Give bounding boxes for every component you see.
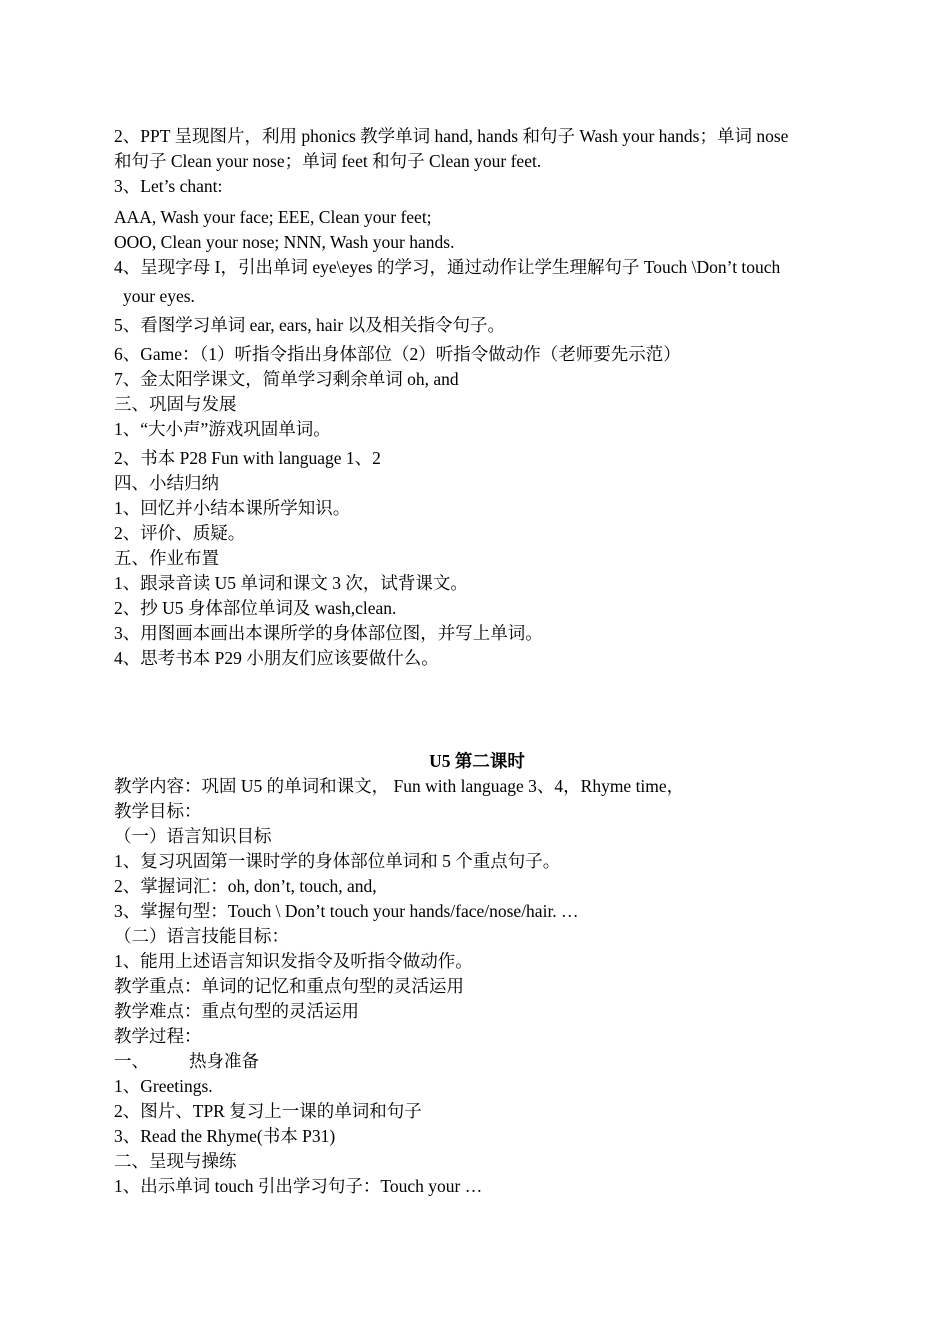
text-line: 3、掌握句型：Touch \ Don’t touch your hands/face/nose/hair. … [114,901,579,921]
text-line: 2、掌握词汇：oh, don’t, touch, and, [114,876,377,896]
text-line: （一）语言知识目标 [114,826,272,846]
text-line: 6、Game：（1）听指令指出身体部位（2）听指令做动作（老师要先示范） [114,344,681,364]
text-line: 2、评价、质疑。 [114,523,246,543]
text-line: 教学重点：单词的记忆和重点句型的灵活运用 [114,976,464,996]
text-line: 5、看图学习单词 ear, ears, hair 以及相关指令句子。 [114,315,506,335]
text-line: 1、Greetings. [114,1076,213,1096]
text-line: 2、PPT 呈现图片，利用 phonics 教学单词 hand, hands 和句子 Wash your hands；单词 nose [114,126,789,146]
chant-line: OOO, Clean your nose; NNN, Wash your hands. [114,232,455,252]
document-body [114,124,840,1199]
text-line: 3、Read the Rhyme(书本 P31) [114,1126,336,1146]
text-line: 7、金太阳学课文，简单学习剩余单词 oh, and [114,369,459,389]
heading-text: 热身准备 [189,1051,259,1071]
section-heading: 二、呈现与操练 [114,1151,237,1171]
text-line: 1、“大小声”游戏巩固单词。 [114,419,331,439]
text-line: 1、能用上述语言知识发指令及听指令做动作。 [114,951,473,971]
text-line: 教学内容：巩固 U5 的单词和课文， Fun with language 3、4，Rhyme time， [114,776,685,796]
text-line: 1、复习巩固第一课时学的身体部位单词和 5 个重点句子。 [114,851,561,871]
text-line: 1、跟录音读 U5 单词和课文 3 次，试背课文。 [114,573,468,593]
chant-line: AAA, Wash your face; EEE, Clean your feet; [114,207,432,227]
section-heading: 五、作业布置 [114,548,219,568]
text-line: 教学难点：重点句型的灵活运用 [114,1001,359,1021]
text-line: （二）语言技能目标： [114,926,289,946]
text-line: your eyes. [123,286,195,306]
section-heading: 四、小结归纳 [114,473,219,493]
text-line: 2、图片、TPR 复习上一课的单词和句子 [114,1101,422,1121]
text-line: 和句子 Clean your nose；单词 feet 和句子 Clean your feet. [114,151,542,171]
text-line: 4、思考书本 P29 小朋友们应该要做什么。 [114,648,439,668]
section-heading [114,1049,840,1074]
section-heading: 三、巩固与发展 [114,394,237,414]
heading-number: 一、 [114,1051,149,1071]
text-line: 3、用图画本画出本课所学的身体部位图，并写上单词。 [114,623,543,643]
lesson-title: U5 第二课时 [429,751,525,771]
text-line: 2、抄 U5 身体部位单词及 wash,clean. [114,598,397,618]
text-line: 3、Let’s chant: [114,176,223,196]
text-line: 教学目标： [114,801,202,821]
text-line: 1、回忆并小结本课所学知识。 [114,498,351,518]
text-line: 教学过程： [114,1026,202,1046]
text-line: 1、出示单词 touch 引出学习句子：Touch your … [114,1176,483,1196]
text-line: 2、书本 P28 Fun with language 1、2 [114,448,381,468]
text-line: 4、呈现字母 I，引出单词 eye\eyes 的学习，通过动作让学生理解句子 Touch \Don’t touch [114,257,781,277]
